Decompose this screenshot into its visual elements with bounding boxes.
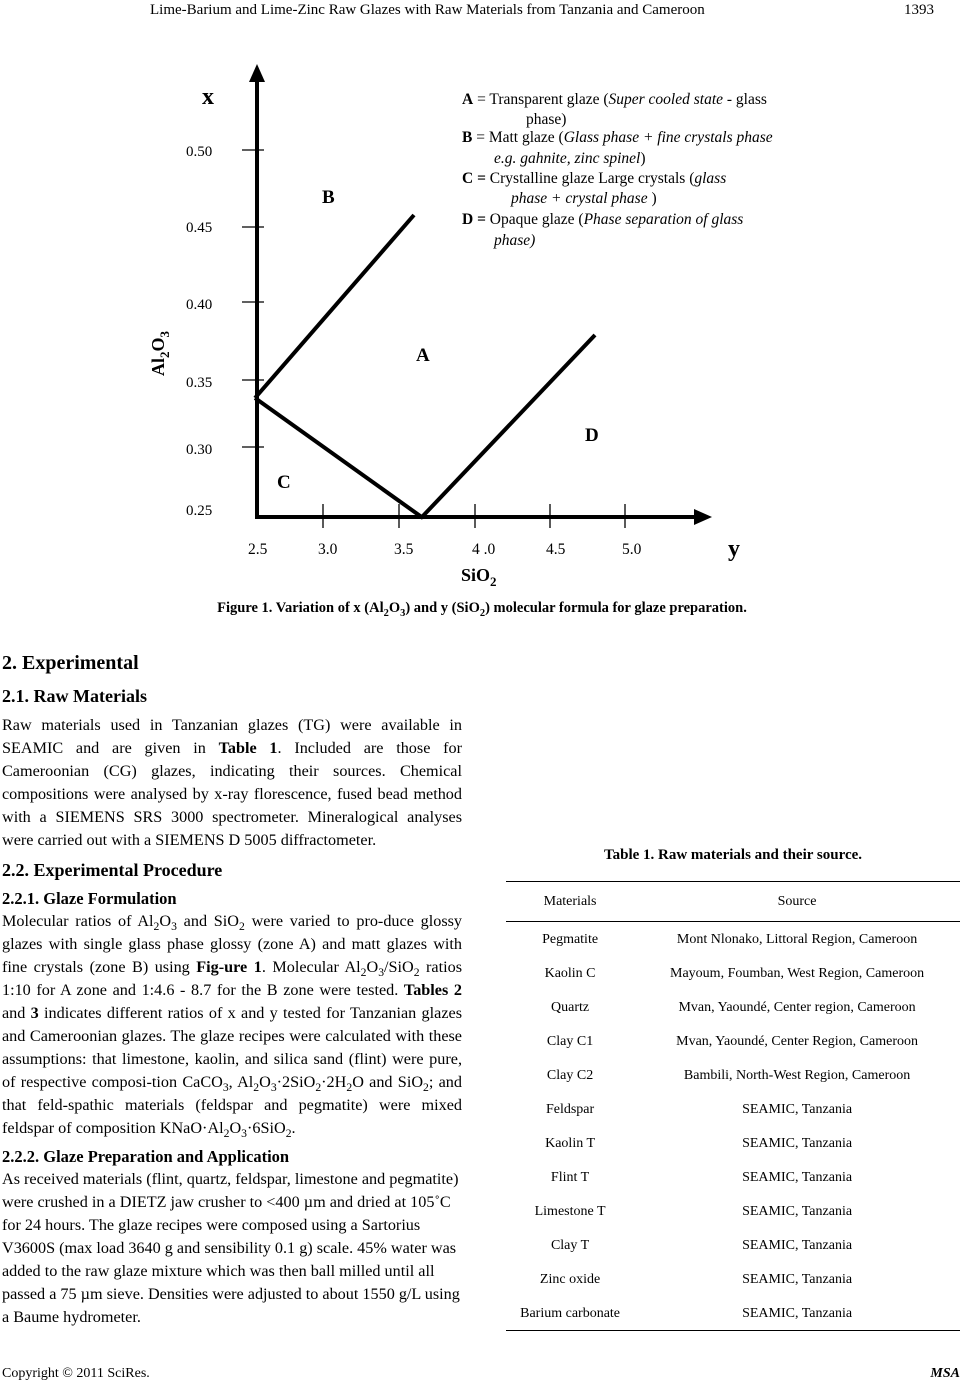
y-symbol: y (728, 536, 740, 562)
table-row (506, 1126, 960, 1160)
y-tick-label: 0.50 (186, 144, 213, 160)
y-tick-label: 0.35 (186, 375, 213, 391)
table-cell: SEAMIC, Tanzania (742, 1203, 853, 1219)
column-header: Materials (506, 882, 634, 922)
column-header: Source (634, 882, 960, 922)
zone-legend (462, 91, 773, 249)
table-cell: Pegmatite (542, 931, 599, 947)
x-tick-label: 4.5 (546, 541, 566, 558)
copyright-notice: Copyright © 2011 SciRes. (2, 1366, 150, 1381)
table-cell: Clay T (550, 1237, 590, 1253)
table-cell: Quartz (551, 999, 590, 1015)
table-cell: SEAMIC, Tanzania (742, 1169, 853, 1185)
table-row (506, 922, 960, 957)
table-cell: Mvan, Yaoundé, Center region, Cameroon (678, 999, 916, 1015)
table-row (506, 1092, 960, 1126)
x-tick-label: 3.5 (394, 541, 414, 558)
table-cell: Mayoum, Foumban, West Region, Cameroon (670, 965, 925, 981)
x-axis-arrow (694, 509, 712, 525)
table-cell: Clay C1 (546, 1033, 594, 1049)
legend-D-cont: phase) (494, 232, 536, 249)
x-symbol: x (202, 84, 214, 110)
x-tick-label: 4 .0 (472, 541, 496, 558)
table-cell: Mvan, Yaoundé, Center Region, Cameroon (676, 1033, 918, 1049)
zone-label-A: A (416, 345, 430, 366)
table-cell: Kaolin C (544, 965, 596, 981)
subsubsection-heading: 2.2.1. Glaze Formulation (2, 889, 177, 908)
y-tick-label: 0.25 (186, 503, 213, 519)
subsection-heading: 2.1. Raw Materials (2, 686, 147, 706)
table-cell: SEAMIC, Tanzania (742, 1135, 853, 1151)
x-axis-label: SiO$_2$ (461, 565, 497, 587)
legend-A-cont: phase) (526, 111, 567, 128)
legend-A: A = Transparent glaze (Super cooled state - glass (462, 91, 767, 108)
table-row (506, 1160, 960, 1194)
boundary-line-C (255, 398, 423, 518)
running-title: Lime-Barium and Lime-Zinc Raw Glazes with Raw Materials from Tanzania and Cameroon (150, 2, 705, 18)
paragraph-raw-materials: Raw materials used in Tanzanian glazes (TG) were available in SEAMIC and are given in Table 1. Included are those for Cameroonian (CG) glazes, indicating their sources. Chemical compositions were analysed by x-ray florescence, fused bead method with a SIEMENS SRS 3000 spectrometer. Mineralogical analyses were carried out with a SIEMENS D 5005 diffractometer. (2, 716, 463, 849)
boundary-line-D (421, 335, 595, 518)
raw-materials-table (506, 881, 960, 1331)
legend-C-cont: phase + crystal phase ) (511, 190, 657, 207)
table-cell: Limestone T (534, 1203, 606, 1219)
table-row (506, 990, 960, 1024)
x-tick-label: 5.0 (622, 541, 642, 558)
figure-caption: Figure 1. Variation of x $(Al_2O_3)$ and y (SiO$_2$) molecular formula for glaze preparation. (217, 600, 747, 619)
running-header (0, 0, 964, 24)
legend-B-cont: e.g. gahnite, zinc spinel) (494, 150, 646, 167)
phase-diagram (142, 62, 824, 587)
left-column (2, 648, 462, 1335)
right-column (502, 648, 964, 1331)
table-header-row (506, 882, 960, 922)
legend-B: B = Matt glaze (Glass phase + fine crystals phase (462, 129, 773, 146)
page-number: 1393 (904, 2, 934, 18)
subsection-heading: 2.2. Experimental Procedure (2, 860, 223, 880)
y-tick-label: 0.30 (186, 442, 213, 458)
table-cell: Mont Nlonako, Littoral Region, Cameroon (676, 931, 918, 947)
table-cell: Bambili, North-West Region, Cameroon (683, 1067, 911, 1083)
table-row (506, 1228, 960, 1262)
table-cell: SEAMIC, Tanzania (634, 1296, 960, 1331)
table-caption: Table 1. Raw materials and their source. (603, 847, 863, 863)
table-cell: Feldspar (545, 1101, 595, 1117)
legend-C: C = Crystalline glaze Large crystals (glass (462, 170, 727, 187)
y-axis-label: $Al_2O_3$ (148, 330, 172, 376)
boundary-line-B (255, 215, 414, 398)
zone-label-B: B (322, 187, 335, 208)
table-row (506, 1296, 960, 1331)
table-row (506, 1262, 960, 1296)
table-cell: Zinc oxide (539, 1271, 601, 1287)
table-row (506, 1024, 960, 1058)
table-cell: Clay C2 (546, 1067, 594, 1083)
table-row (506, 1194, 960, 1228)
y-axis-arrow (249, 64, 265, 82)
table-row (506, 956, 960, 990)
paragraph-glaze-formulation: Molecular ratios of $Al_2O_3$ and SiO$_2$ were varied to pro-duce glossy glazes with single glass phase glossy (zone A) and matt glazes with fine crystals (zone B) using Fig-ure 1. Molecular $Al_2O_3/SiO_2$ ratios 1:10 for A zone and 1:4.6 - 8.7 for the B zone were tested. Tables 2 and 3 indicates different ratios of x and y tested for Tanzanian glazes and Cameroonian glazes. The glaze recipes were calculated with these assumptions: that limestone, kaolin, and silica sand (flint) were pure, of respective composi-tion CaCO$_3$, $Al_2O_3\cdot 2SiO_2\cdot 2H_2O$ and SiO$_2$; and that feld-spathic materials (feldspar and pegmatite) were mixed feldspar of composition $KNaO\cdot Al_2O_3\cdot 6SiO_2$. (2, 912, 463, 1141)
subsubsection-heading: 2.2.2. Glaze Preparation and Application (2, 1147, 290, 1166)
zone-label-D: D (585, 425, 599, 446)
section-heading: 2. Experimental (2, 652, 139, 674)
journal-name: MSA (930, 1366, 960, 1381)
y-tick-label: 0.40 (186, 297, 213, 313)
table-cell: SEAMIC, Tanzania (742, 1101, 853, 1117)
figure-1 (142, 62, 824, 587)
table-cell: SEAMIC, Tanzania (742, 1271, 853, 1287)
table-row (506, 1058, 960, 1092)
x-tick-label: 2.5 (248, 541, 268, 558)
table-cell: Flint T (550, 1169, 590, 1185)
legend-D: D = Opaque glaze (Phase separation of glass (462, 211, 744, 228)
table-cell: Kaolin T (545, 1135, 596, 1151)
x-tick-label: 3.0 (318, 541, 338, 558)
table-cell: Barium carbonate (506, 1296, 634, 1331)
table-cell: SEAMIC, Tanzania (742, 1237, 853, 1253)
paragraph-glaze-preparation: As received materials (flint, quartz, feldspar, limestone and pegmatite) were crushed in a DIETZ jaw crusher to <400 µm and dried at 105˚C for 24 hours. The glaze recipes were composed using a Sartorius V3600S (max load 3640 g and sensibility 0.1 g) scale. 45% water was added to the raw glaze mixture which was then ball milled until all passed a 75 µm sieve. Densities were adjusted to about 1550 g/L using a Baume hydrometer. (2, 1170, 460, 1326)
y-tick-label: 0.45 (186, 220, 213, 236)
zone-label-C: C (277, 472, 291, 493)
